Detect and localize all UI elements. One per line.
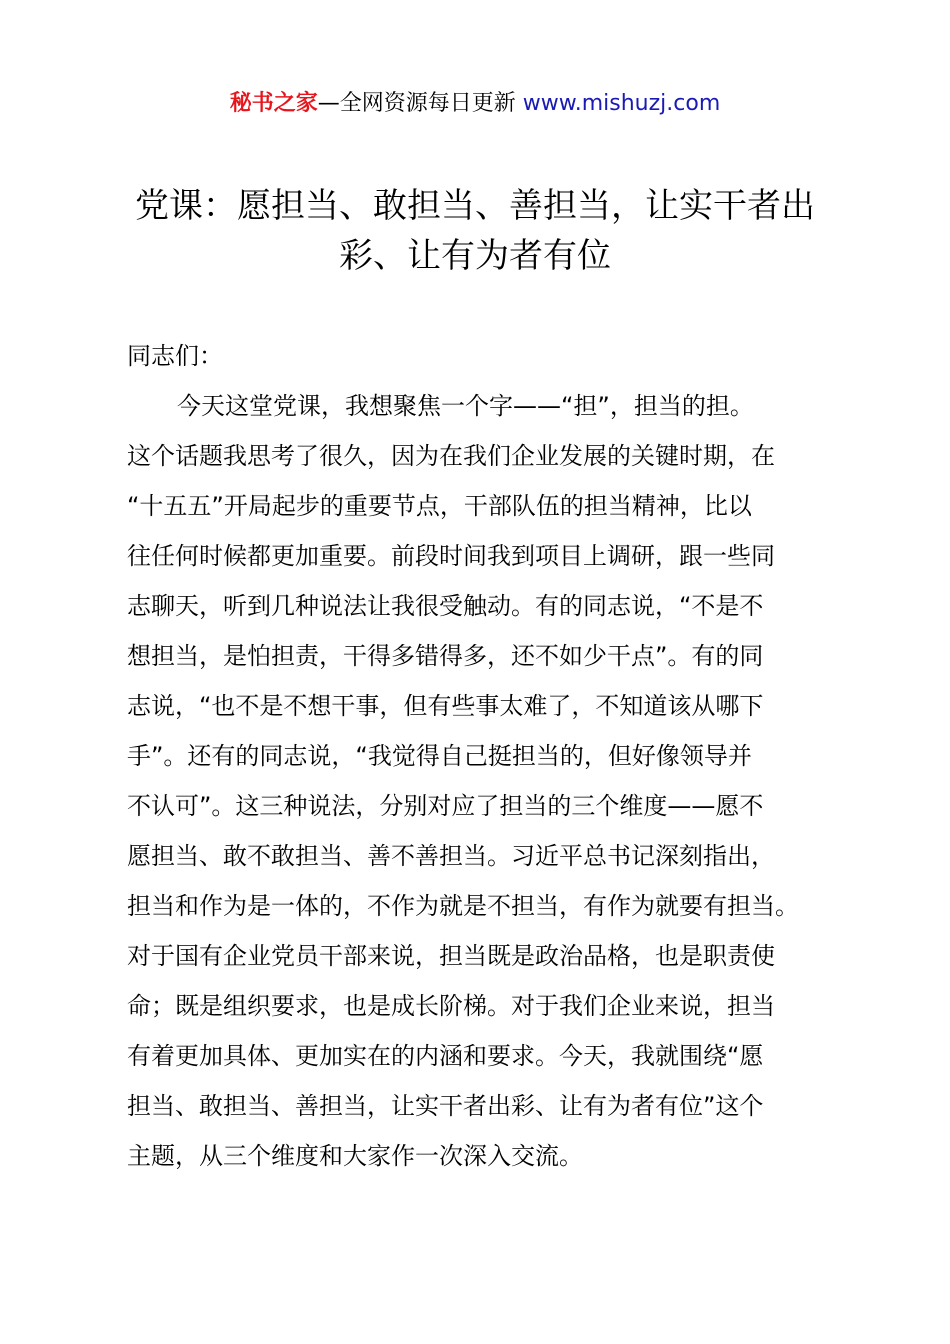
body-line: 对于国有企业党员干部来说，担当既是政治品格，也是职责使 [127,942,775,970]
body-line: 这个话题我思考了很久，因为在我们企业发展的关键时期，在 [127,442,775,470]
body-line: “十五五”开局起步的重要节点，干部队伍的担当精神，比以 [127,492,752,520]
body-line: 想担当，是怕担责，干得多错得多，还不如少干点”。有的同 [127,642,764,670]
document-title [100,181,850,281]
header-tagline: —全网资源每日更新 [317,91,523,116]
body-paragraph [127,384,847,1184]
site-url-link[interactable]: www.mishuzj.com [522,91,721,116]
body-line: 主题，从三个维度和大家作一次深入交流。 [127,1142,583,1170]
body-line: 担当、敢担当、善担当，让实干者出彩、让有为者有位”这个 [127,1092,764,1120]
body-line: 往任何时候都更加重要。前段时间我到项目上调研，跟一些同 [127,542,775,570]
title-line-2: 彩、让有为者有位 [339,236,611,276]
body-line: 不认可”。这三种说法，分别对应了担当的三个维度——愿不 [127,792,764,820]
site-header [0,86,950,122]
body-line: 担当和作为是一体的，不作为就是不担当，有作为就要有担当。 [127,892,799,920]
title-line-1: 党课：愿担当、敢担当、善担当，让实干者出 [135,186,815,226]
body-line: 手”。还有的同志说，“我觉得自己挺担当的，但好像领导并 [127,742,752,770]
body-line: 命；既是组织要求，也是成长阶梯。对于我们企业来说，担当 [127,992,775,1020]
body-line: 志聊天，听到几种说法让我很受触动。有的同志说，“不是不 [127,592,764,620]
body-line: 有着更加具体、更加实在的内涵和要求。今天，我就围绕“愿 [127,1042,764,1070]
body-line: 今天这堂党课，我想聚焦一个字——“担”，担当的担。 [177,392,754,420]
greeting: 同志们： [127,342,223,370]
brand-name: 秘书之家 [229,91,318,116]
body-line: 愿担当、敢不敢担当、善不善担当。习近平总书记深刻指出， [127,842,775,870]
body-line: 志说，“也不是不想干事，但有些事太难了，不知道该从哪下 [127,692,764,720]
